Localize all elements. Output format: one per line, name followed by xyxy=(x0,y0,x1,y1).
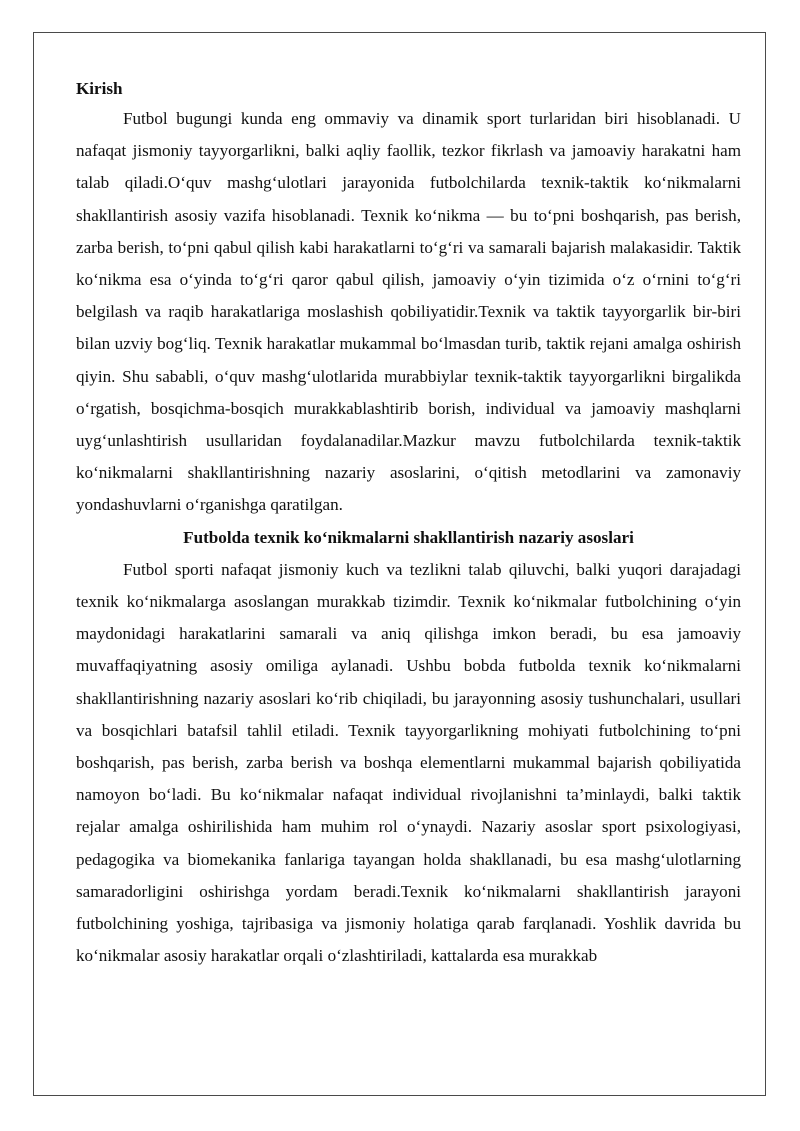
intro-paragraph: Futbol bugungi kunda eng ommaviy va dinamik sport turlaridan biri hisoblanadi. U nafaqat jismoniy tayyorgarlikni, balki aqliy faollik, tezkor fikrlash va jamoaviy harakatni ham talab qiladi.O‘quv mashg‘ulotlari jarayonida futbolchilarda texnik-taktik ko‘nikmalarni shakllantirish asosiy vazifa hisoblanadi. Texnik ko‘nikma — bu to‘pni boshqarish, pas berish, zarba berish, to‘pni qabul qilish kabi harakatlarni to‘g‘ri va samarali bajarish malakasidir. Taktik ko‘nikma esa o‘yinda to‘g‘ri qaror qabul qilish, jamoaviy o‘yin tizimida o‘z o‘rnini to‘g‘ri belgilash va raqib harakatlariga moslashish qobiliyatidir.Texnik va taktik tayyorgarlik bir-biri bilan uzviy bog‘liq. Texnik harakatlar mukammal bo‘lmasdan turib, taktik rejani amalga oshirish qiyin. Shu sababli, o‘quv mashg‘ulotlarida murabbiylar texnik-taktik tayyorgarlikni birgalikda o‘rgatish, bosqichma-bosqich murakkablashtirib borish, individual va jamoaviy mashqlarni uyg‘unlashtirish usullaridan foydalanadilar.Mazkur mavzu futbolchilarda texnik-taktik ko‘nikmalarni shakllantirishning nazariy asoslarini, o‘qitish metodlarini va zamonaviy yondashuvlarni o‘rganishga qaratilgan. xyxy=(76,109,741,515)
intro-heading: Kirish xyxy=(76,79,123,98)
section-heading: Futbolda texnik ko‘nikmalarni shakllantirish nazariy asoslari xyxy=(183,527,634,547)
section-paragraph: Futbol sporti nafaqat jismoniy kuch va tezlikni talab qiluvchi, balki yuqori darajadagi texnik ko‘nikmalarga asoslangan murakkab tizimdir. Texnik ko‘nikmalar futbolchining o‘yin maydonidagi harakatlarini samarali va aniq qilishga imkon beradi, bu esa jamoaviy muvaffaqiyatning asosiy omiliga aylanadi. Ushbu bobda futbolda texnik ko‘nikmalarni shakllantirishning nazariy asoslari ko‘rib chiqiladi, bu jarayonning asosiy tushunchalari, usullari va bosqichlari batafsil tahlil etiladi. Texnik tayyorgarlikning mohiyati futbolchining to‘pni boshqarish, pas berish, zarba berish va boshqa elementlarni mukammal bajarish qobiliyatida namoyon bo‘ladi. Bu ko‘nikmalar nafaqat individual rivojlanishni ta’minlaydi, balki taktik rejalar amalga oshirilishida ham muhim rol o‘ynaydi. Nazariy asoslar sport psixologiyasi, pedagogika va biomekanika fanlariga tayangan holda shakllanadi, bu esa mashg‘ulotlarning samaradorligini oshirishga yordam beradi.Texnik ko‘nikmalarni shakllantirish jarayoni futbolchining yoshiga, tajribasiga va jismoniy holatiga qarab farqlanadi. Yoshlik davrida bu ko‘nikmalar asosiy harakatlar orqali o‘zlashtiriladi, kattalarda esa murakkab xyxy=(76,559,741,966)
document-body xyxy=(76,74,741,972)
